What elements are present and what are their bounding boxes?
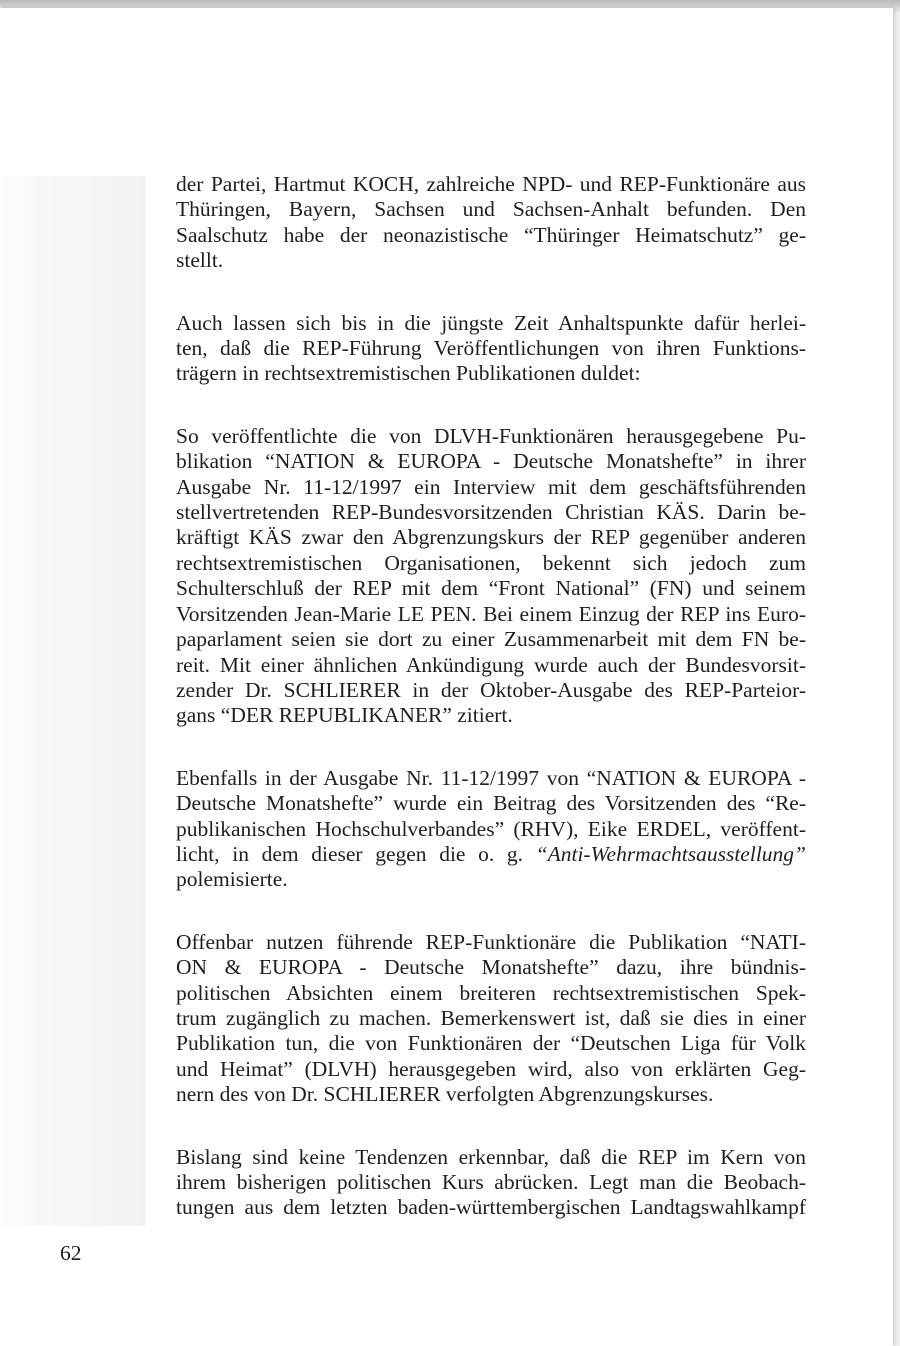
- paragraph-5: [176, 930, 806, 1108]
- text-line: Ebenfalls in der Ausgabe Nr. 11-12/1997 von “NATION & EUROPA -: [176, 765, 806, 790]
- body-text: [176, 172, 806, 1258]
- text-line: trum zugänglich zu machen. Bemerkenswert ist, daß sie dies in einer: [176, 1005, 806, 1030]
- text-line: nern des von Dr. SCHLIERER verfolgten Abgrenzungskurses.: [176, 1082, 714, 1107]
- page-number: 62: [60, 1241, 82, 1265]
- text-line: stellt.: [176, 248, 224, 273]
- scan-margin-shade: [0, 176, 145, 1226]
- text-line: blikation “NATION & EUROPA - Deutsche Monatshefte” in ihrer: [176, 449, 806, 474]
- text-line: Ausgabe Nr. 11-12/1997 ein Interview mit dem geschäftsführenden: [176, 474, 806, 499]
- text-line: publikanischen Hochschulverbandes” (RHV), Eike ERDEL, veröffent-: [176, 816, 806, 841]
- text-line: Vorsitzenden Jean-Marie LE PEN. Bei einem Einzug der REP ins Euro-: [176, 601, 806, 626]
- paragraph-4: [176, 766, 806, 893]
- text-line: ten, daß die REP-Führung Veröffentlichungen von ihren Funktions-: [176, 336, 806, 361]
- text-run: licht, in dem dieser gegen die o. g.: [176, 841, 523, 866]
- paragraph-2: [176, 311, 806, 387]
- paragraph-3: [176, 424, 806, 729]
- text-line: reit. Mit einer ähnlichen Ankündigung wurde auch der Bundesvorsit-: [176, 652, 806, 677]
- text-line: der Partei, Hartmut KOCH, zahlreiche NPD- und REP-Funktionäre aus: [176, 172, 806, 196]
- text-line: So veröffentlichte die von DLVH-Funktionären herausgegebene Pu-: [176, 423, 806, 448]
- text-line: Thüringen, Bayern, Sachsen und Sachsen-Anhalt befunden. Den: [176, 197, 806, 222]
- paragraph-1: [176, 172, 806, 274]
- text-line: Publikation tun, die von Funktionären der “Deutschen Liga für Volk: [176, 1031, 806, 1056]
- paragraph-6: [176, 1145, 806, 1221]
- text-line: polemisierte.: [176, 867, 288, 892]
- text-line: Bislang sind keine Tendenzen erkennbar, daß die REP im Kern von: [176, 1144, 806, 1169]
- text-line: tungen aus dem letzten baden-württembergischen Landtagswahlkampf: [176, 1195, 806, 1220]
- text-line: kräftigt KÄS zwar den Abgrenzungskurs der REP gegenüber anderen: [176, 525, 806, 550]
- text-line: gans “DER REPUBLIKANER” zitiert.: [176, 703, 513, 728]
- text-line: ihrem bisherigen politischen Kurs abrücken. Legt man die Beobach-: [176, 1170, 806, 1194]
- text-line: trägern in rechtsextremistischen Publikationen duldet:: [176, 361, 641, 386]
- text-line: Offenbar nutzen führende REP-Funktionäre die Publikation “NATI-: [176, 929, 806, 954]
- text-line: Schulterschluß der REP mit dem “Front National” (FN) und seinem: [176, 576, 806, 601]
- text-line: [176, 842, 806, 867]
- text-line: ON & EUROPA - Deutsche Monatshefte” dazu, ihre bündnis-: [176, 955, 806, 980]
- text-line: paparlament seien sie dort zu einer Zusammenarbeit mit dem FN be-: [176, 627, 806, 652]
- text-line: Deutsche Monatshefte” wurde ein Beitrag des Vorsitzenden des “Re-: [176, 791, 806, 816]
- emphasized-title: “Anti-Wehrmachtsausstellung”: [535, 841, 806, 866]
- text-line: stellvertretenden REP-Bundesvorsitzenden Christian KÄS. Darin be-: [176, 500, 806, 525]
- text-line: und Heimat” (DLVH) herausgegeben wird, also von erklärten Geg-: [176, 1056, 806, 1081]
- text-line: rechtsextremistischen Organisationen, bekennt sich jedoch zum: [176, 550, 806, 575]
- text-line: Auch lassen sich bis in die jüngste Zeit Anhaltspunkte dafür herlei-: [176, 310, 806, 335]
- text-line: politischen Absichten einem breiteren rechtsextremistischen Spek-: [176, 980, 806, 1005]
- text-line: zender Dr. SCHLIERER in der Oktober-Ausgabe des REP-Parteior-: [176, 677, 806, 702]
- text-line: Saalschutz habe der neonazistische “Thüringer Heimatschutz” ge-: [176, 222, 806, 247]
